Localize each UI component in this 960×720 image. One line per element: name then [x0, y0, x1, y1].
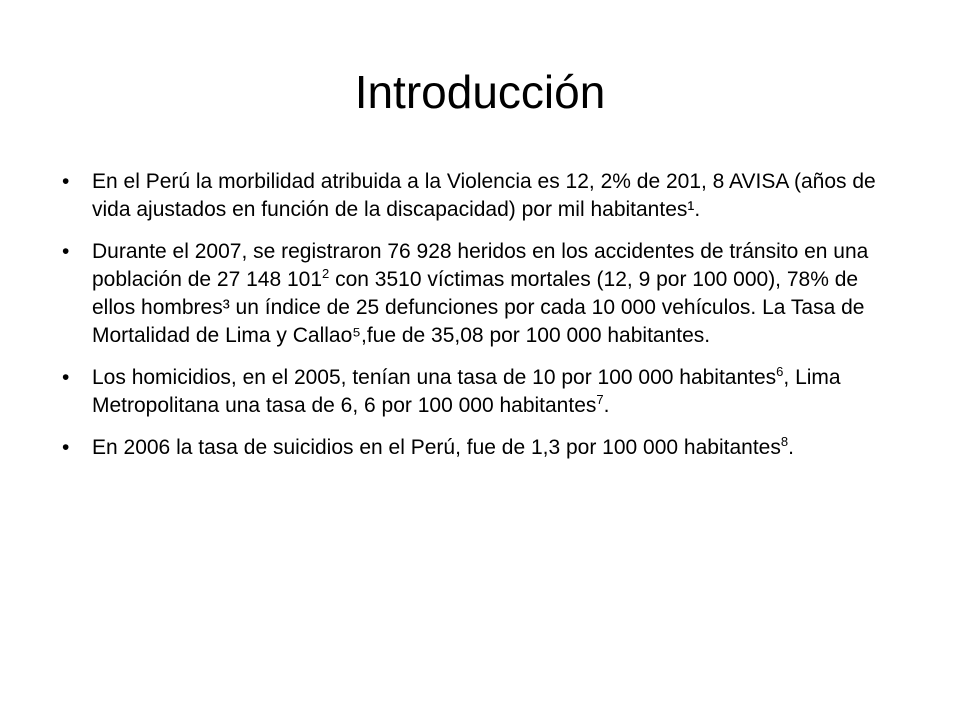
- bullet-list: [62, 168, 906, 476]
- bullet-icon: •: [62, 240, 70, 263]
- bullet-text: .: [603, 394, 610, 417]
- slide-title: Introducción: [354, 66, 606, 118]
- footnote-ref: 7: [596, 392, 604, 407]
- bullet-icon: •: [62, 366, 70, 389]
- bullet-text: En el Perú la morbilidad atribuida a la Violencia es 12, 2% de 201, 8 AVISA (años de vida ajustados en función de la discapacidad) por mil habitantes¹.: [92, 170, 876, 221]
- footnote-ref: 8: [780, 434, 789, 449]
- bullet-text: Durante el 2007, se registraron 76 928 heridos en los accidentes de tránsito en una población de 27 148 101: [92, 240, 869, 291]
- bullet-text: , Lima Metropolitana una tasa de 6, 6 por 100 000 habitantes: [92, 366, 841, 417]
- bullet-text: .: [788, 436, 794, 459]
- bullet-text: Los homicidios, en el 2005, tenían una tasa de 10 por 100 000 habitantes: [92, 366, 777, 389]
- footnote-ref: 2: [322, 266, 330, 281]
- bullet-item-1: [62, 168, 906, 224]
- bullet-item-2: [62, 238, 906, 350]
- bullet-icon: •: [62, 436, 70, 459]
- bullet-icon: •: [62, 170, 70, 193]
- bullet-text: En 2006 la tasa de suicidios en el Perú, fue de 1,3 por 100 000 habitantes: [92, 436, 781, 459]
- bullet-item-4: [62, 434, 906, 462]
- footnote-ref: 6: [776, 364, 784, 379]
- bullet-item-3: [62, 364, 906, 420]
- bullet-text: con 3510 víctimas mortales (12, 9 por 100 000), 78% de ellos hombres³ un índice de 25 defunciones por cada 10 000 vehículos. La Tasa de Mortalidad de Lima y Callao⁵,fue de 35,08 por 100 000 habitantes.: [92, 268, 865, 347]
